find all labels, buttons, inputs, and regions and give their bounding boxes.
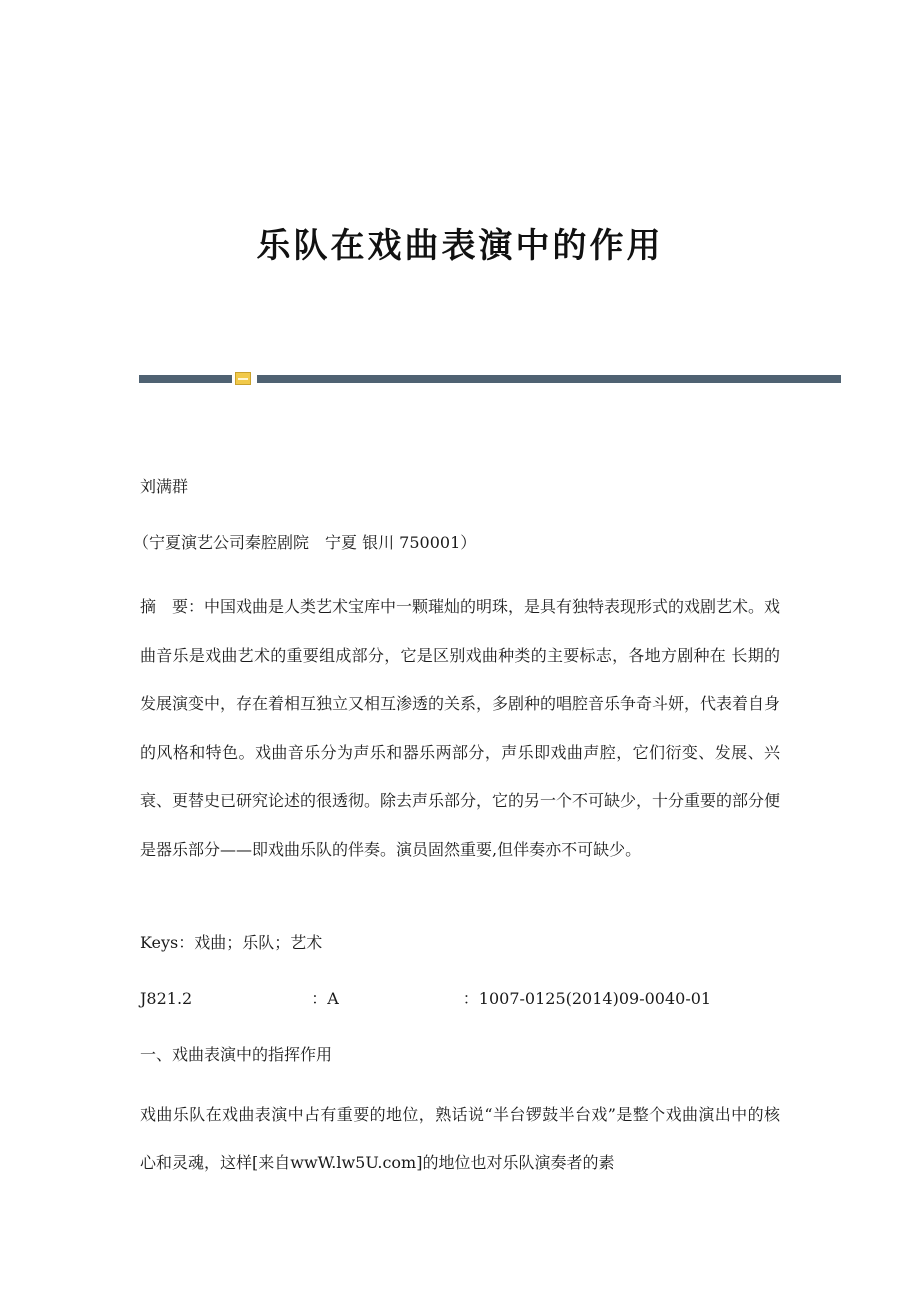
- abstract: 摘 要：中国戏曲是人类艺术宝库中一颗璀灿的明珠，是具有独特表现形式的戏剧艺术。戏曲音乐是戏曲艺术的重要组成部分，它是区别戏曲种类的主要标志，各地方剧种在 长期的发展演变中，存在着相互独立又相互渗透的关系，多剧种的唱腔音乐争奇斗妍，代表着自身的风格和特色。戏曲音乐分为声乐和器乐两部分，声乐即戏曲声腔，它们衍变、发展、兴衰、更替史已研究论述的很透彻。除去声乐部分，它的另一个不可缺少，十分重要的部分便是器乐部分——即戏曲乐队的伴奏。演员固然重要,但伴奏亦不可缺少。: [140, 597, 781, 859]
- document-code: ：A: [311, 989, 339, 1008]
- author: 刘满群: [140, 477, 189, 496]
- body-paragraph: 戏曲乐队在戏曲表演中占有重要的地位，熟话说“半台锣鼓半台戏”是整个戏曲演出中的核心和灵魂，这样[来自wwW.lw5U.com]的地位也对乐队演奏者的素: [140, 1105, 780, 1172]
- article-id: ：1007-0125(2014)09-0040-01: [462, 989, 712, 1008]
- divider-left: [139, 375, 232, 383]
- divider-right: [257, 375, 841, 383]
- affiliation: （宁夏演艺公司秦腔剧院 宁夏 银川 750001）: [133, 533, 477, 552]
- classification-line: [140, 986, 711, 1009]
- keywords: Keys：戏曲；乐队；艺术: [140, 933, 323, 952]
- page-title: 乐队在戏曲表演中的作用: [256, 226, 664, 266]
- section-heading: 一、戏曲表演中的指挥作用: [140, 1045, 333, 1064]
- clc-number: J821.2: [140, 989, 193, 1008]
- divider-icon: [235, 372, 251, 385]
